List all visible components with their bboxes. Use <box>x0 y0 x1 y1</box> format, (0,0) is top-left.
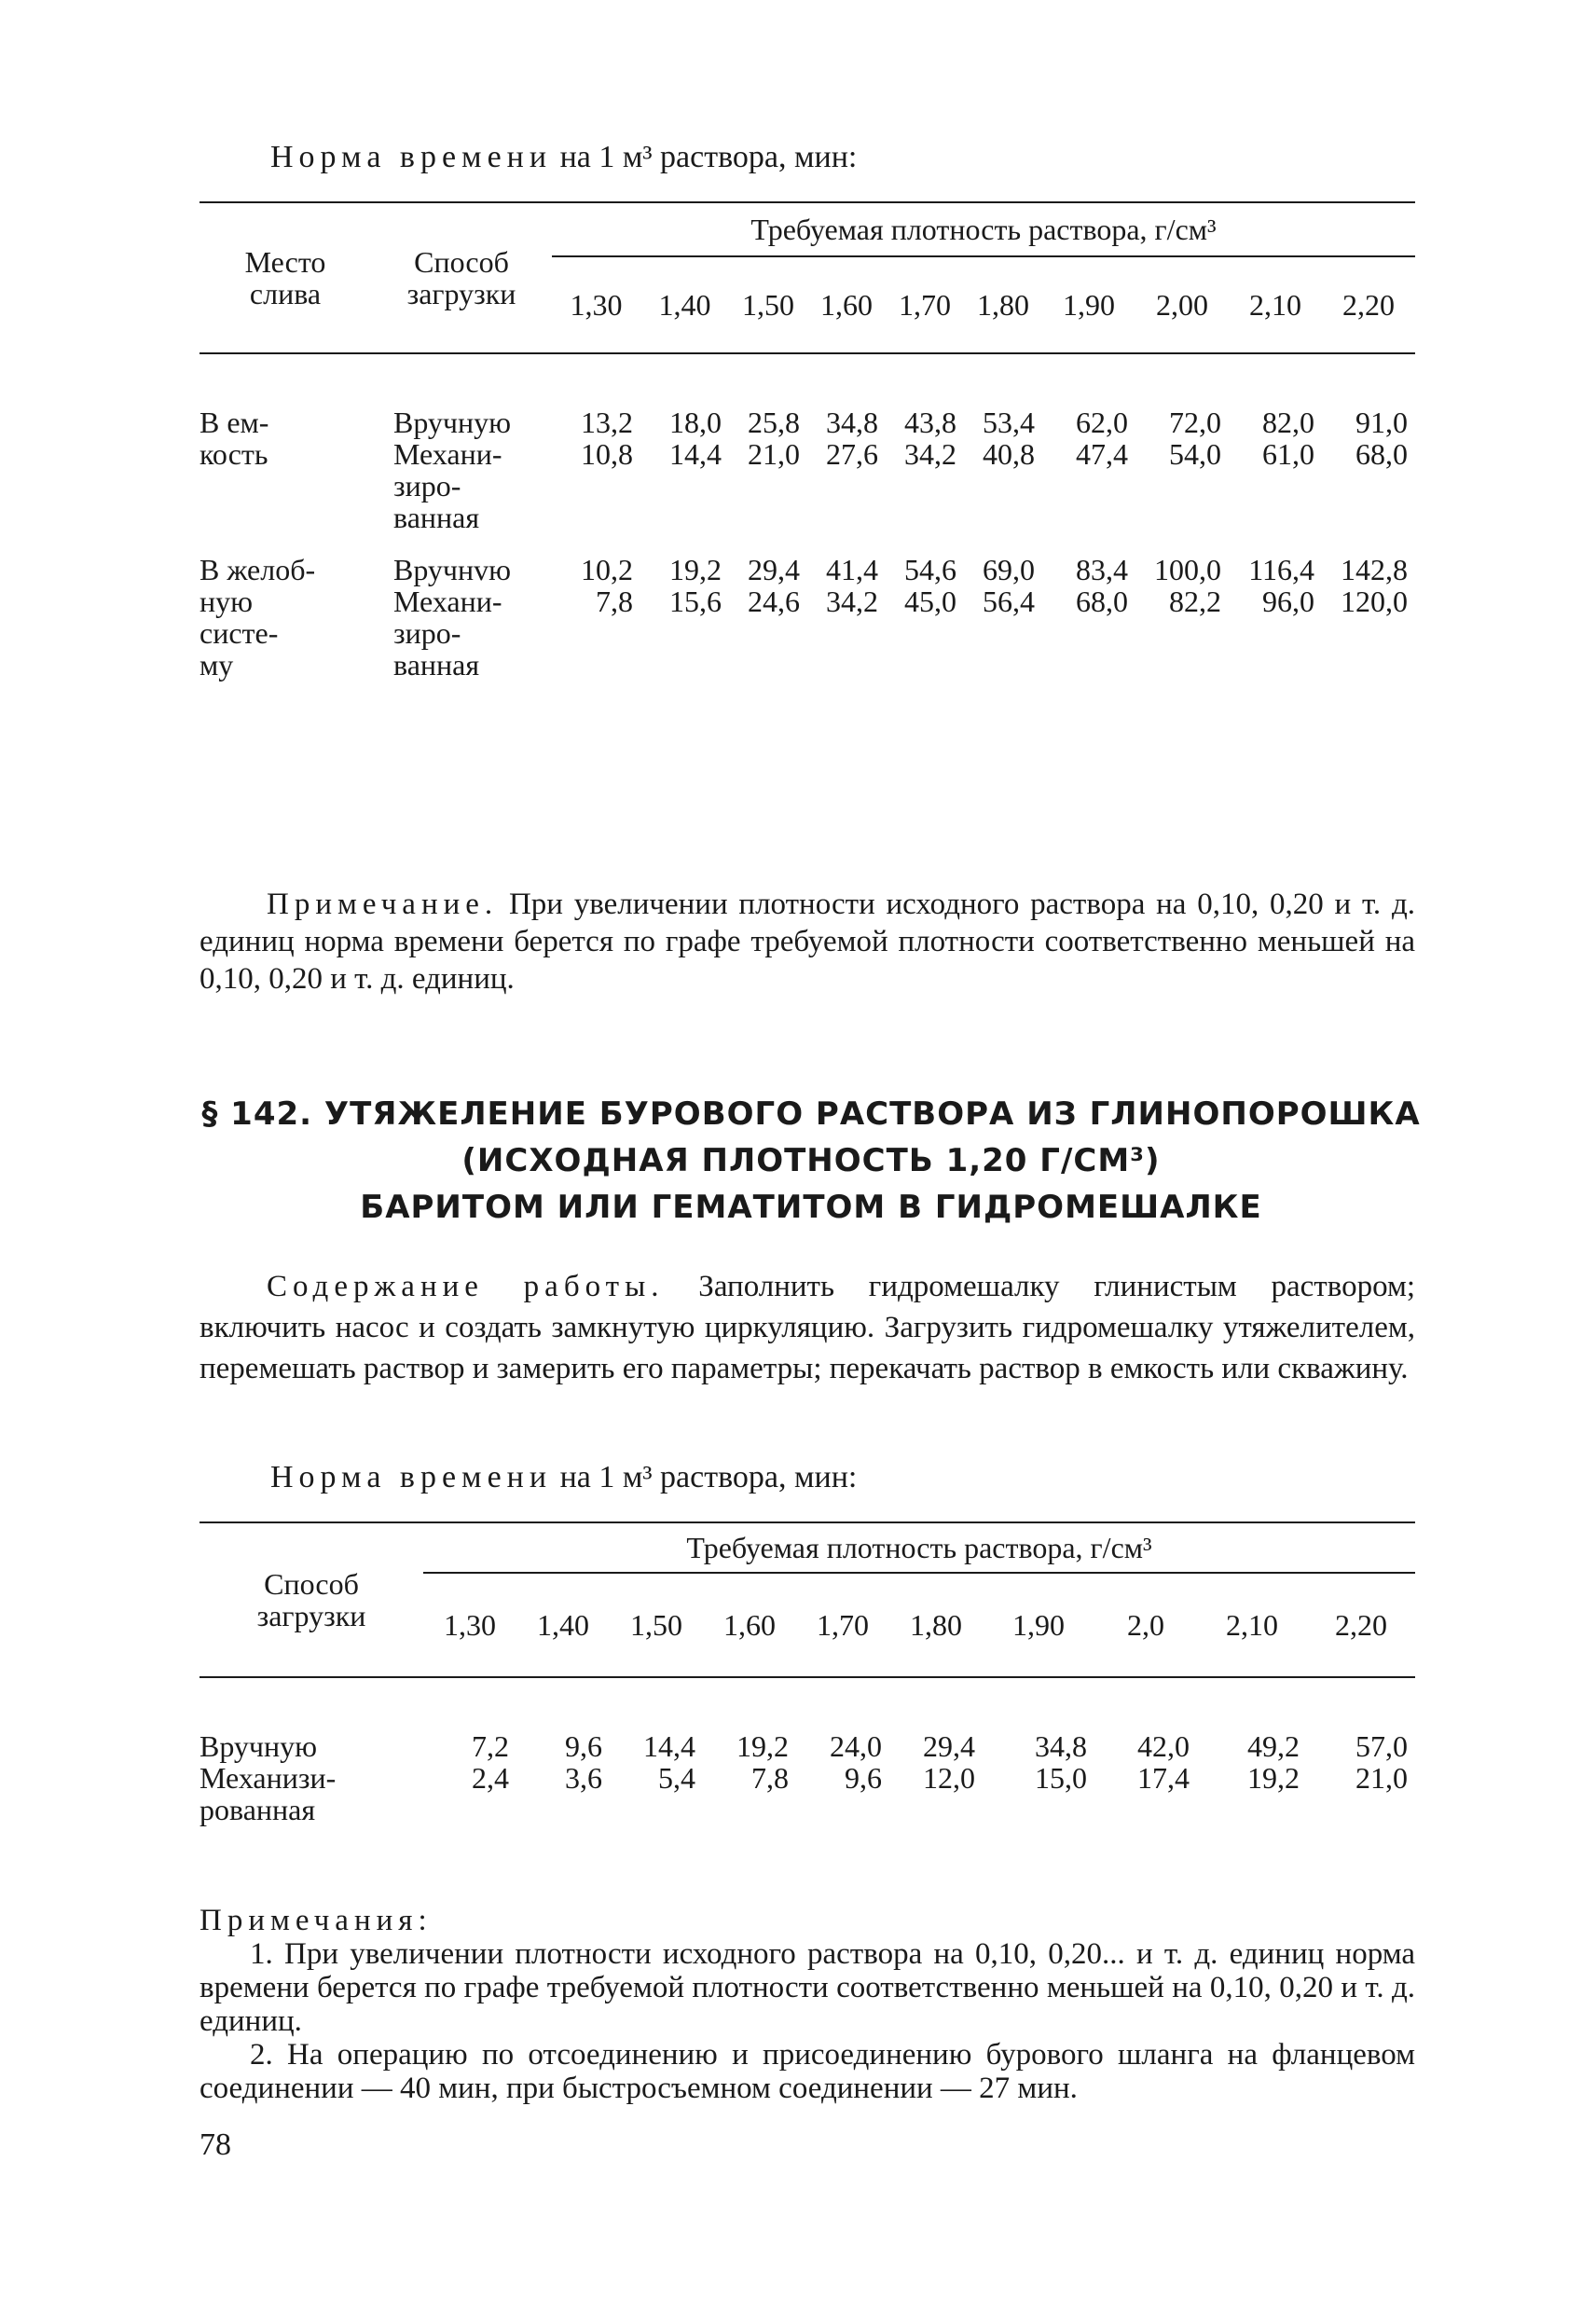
table1-norm-title <box>270 140 857 175</box>
table1-row0-val6: 62,0 47,4 <box>1076 406 1128 471</box>
table2-density-7: 2,0 <box>1127 1608 1164 1642</box>
section-title-line2: (ИСХОДНАЯ ПЛОТНОСТЬ 1,20 Г/СМ³) <box>461 1142 1161 1179</box>
table1-row1-val5: 69,0 56,4 <box>983 553 1035 618</box>
table1-row1-val7: 100,0 82,2 <box>1154 553 1221 618</box>
table2-row0-val9: 57,0 21,0 <box>1355 1729 1408 1795</box>
work-content-text: Заполнить гидромешалку глинистым раствором; включить насос и создать замкнутую циркуляцию. Загрузить гидромешалку утяжелителем, перемешать раствор и замерить его параметры; перекачать раствор в емкость или скважину. <box>200 1270 1416 1385</box>
table2-density-6: 1,90 <box>1012 1608 1065 1642</box>
table1-norm-title-spaced: Норма времени <box>270 140 553 174</box>
table1-row0-val5: 53,4 40,8 <box>983 406 1035 471</box>
table2-row0-val5: 29,4 12,0 <box>923 1729 975 1795</box>
table1-row1-val3: 41,4 34,2 <box>826 553 878 618</box>
table1-row1-val1: 19,2 15,6 <box>669 553 722 618</box>
table1-row0-methods: Вручную Механи- зиро- ванная <box>393 406 512 534</box>
page-number: 78 <box>200 2127 231 2162</box>
section-title-line3: БАРИТОМ ИЛИ ГЕМАТИТОМ В ГИДРОМЕШАЛКЕ <box>360 1189 1262 1226</box>
table2-row0-methods: Вручную Механизи- рованная <box>200 1729 337 1826</box>
table1-row0-val3: 34,8 27,6 <box>826 406 878 471</box>
table1 <box>200 201 1415 813</box>
table1-header-method: Способ загрузки <box>406 245 516 310</box>
table2-density-4: 1,70 <box>817 1608 869 1642</box>
table1-density-9: 2,20 <box>1342 288 1395 322</box>
table2-row0-val2: 14,4 5,4 <box>643 1729 695 1795</box>
table1-header-place: Место слива <box>244 245 326 310</box>
table1-density-2: 1,50 <box>742 288 794 322</box>
table2-row0-val8: 49,2 19,2 <box>1247 1729 1300 1795</box>
table2-notes <box>200 1904 1415 2105</box>
table1-row1-val2: 29,4 24,6 <box>748 553 800 618</box>
table1-row0-val0: 13,2 10,8 <box>581 406 633 471</box>
section-title-line1: § 142. УТЯЖЕЛЕНИЕ БУРОВОГО РАСТВОРА ИЗ ГЛИНОПОРОШКА <box>201 1095 1421 1133</box>
table1-row1-methods: Вручнvю Механи- зиро- ванная <box>393 553 512 682</box>
table2-row0-val3: 19,2 7,8 <box>736 1729 789 1795</box>
table1-norm-title-rest: на 1 м³ раствора, мин: <box>559 140 858 174</box>
table2-notes-label: Примечания: <box>200 1904 433 1937</box>
table1-row1-val8: 116,4 96,0 <box>1248 553 1314 618</box>
table2-row0-val6: 34,8 15,0 <box>1035 1729 1087 1795</box>
table1-density-1: 1,40 <box>658 288 711 322</box>
table2-density-0: 1,30 <box>444 1608 496 1642</box>
table1-row0-val1: 18,0 14,4 <box>669 406 722 471</box>
table1-row1-val4: 54,6 45,0 <box>904 553 956 618</box>
table1-note-text: При увеличении плотности исходного раствора на 0,10, 0,20 и т. д. единиц норма времени берется по графе требуемой плотности соответственно меньшей на 0,10, 0,20 и т. д. единиц. <box>200 888 1416 996</box>
table2-density-8: 2,10 <box>1226 1608 1278 1642</box>
table2-norm-title-rest: на 1 м³ раствора, мин: <box>559 1460 858 1494</box>
table2-header-density: Требуемая плотность раствора, г/см³ <box>423 1522 1415 1573</box>
table2-norm-title-spaced: Норма времени <box>270 1460 553 1494</box>
table2-row0-val7: 42,0 17,4 <box>1137 1729 1190 1795</box>
table2-norm-title <box>270 1460 857 1495</box>
table1-row1-val0: 10,2 7,8 <box>581 553 633 618</box>
table1-density-7: 2,00 <box>1156 288 1208 322</box>
table1-row0-val8: 82,0 61,0 <box>1262 406 1314 471</box>
table2-note2: 2. На операцию по отсоединению и присоединению бурового шланга на фланцевом соединении — 40 мин, при быстросъемном соединении — 27 мин. <box>200 2038 1415 2105</box>
table1-row0-val2: 25,8 21,0 <box>748 406 800 471</box>
table2-density-5: 1,80 <box>910 1608 962 1642</box>
table1-row0-place: В ем- кость <box>200 406 269 471</box>
table1-note-label: Примечание. <box>267 888 499 921</box>
table2-header-method: Способ загрузки <box>256 1567 366 1632</box>
table1-density-6: 1,90 <box>1063 288 1115 322</box>
table1-density-5: 1,80 <box>977 288 1029 322</box>
table1-note <box>200 886 1415 998</box>
table1-row0-val7: 72,0 54,0 <box>1169 406 1221 471</box>
table1-density-3: 1,60 <box>820 288 873 322</box>
work-content-label: Содержание работы. <box>267 1270 665 1303</box>
section-title <box>186 1091 1436 1231</box>
table1-row1-val6: 83,4 68,0 <box>1076 553 1128 618</box>
table2-density-2: 1,50 <box>630 1608 682 1642</box>
table1-row1-val9: 142,8 120,0 <box>1341 553 1408 618</box>
table1-row0-val4: 43,8 34,2 <box>904 406 956 471</box>
table1-header-density: Требуемая плотность раствора, г/см³ <box>552 202 1415 256</box>
table2 <box>200 1521 1415 1873</box>
table1-density-0: 1,30 <box>570 288 623 322</box>
table1-row1-place: В желоб- ную систе- му <box>200 553 316 682</box>
table2-row0-val0: 7,2 2,4 <box>472 1729 509 1795</box>
table2-density-9: 2,20 <box>1335 1608 1387 1642</box>
table2-row0-val4: 24,0 9,6 <box>830 1729 882 1795</box>
table2-density-1: 1,40 <box>537 1608 589 1642</box>
table1-row0-val9: 91,0 68,0 <box>1355 406 1408 471</box>
table2-density-3: 1,60 <box>723 1608 776 1642</box>
table2-row0-val1: 9,6 3,6 <box>565 1729 602 1795</box>
table2-note1: 1. При увеличении плотности исходного раствора на 0,10, 0,20... и т. д. единиц норма времени берется по графе требуемой плотности соответственно меньшей на 0,10, 0,20 и т. д. единиц. <box>200 1937 1415 2038</box>
table1-density-8: 2,10 <box>1249 288 1301 322</box>
work-content <box>200 1266 1415 1389</box>
table1-density-4: 1,70 <box>899 288 951 322</box>
